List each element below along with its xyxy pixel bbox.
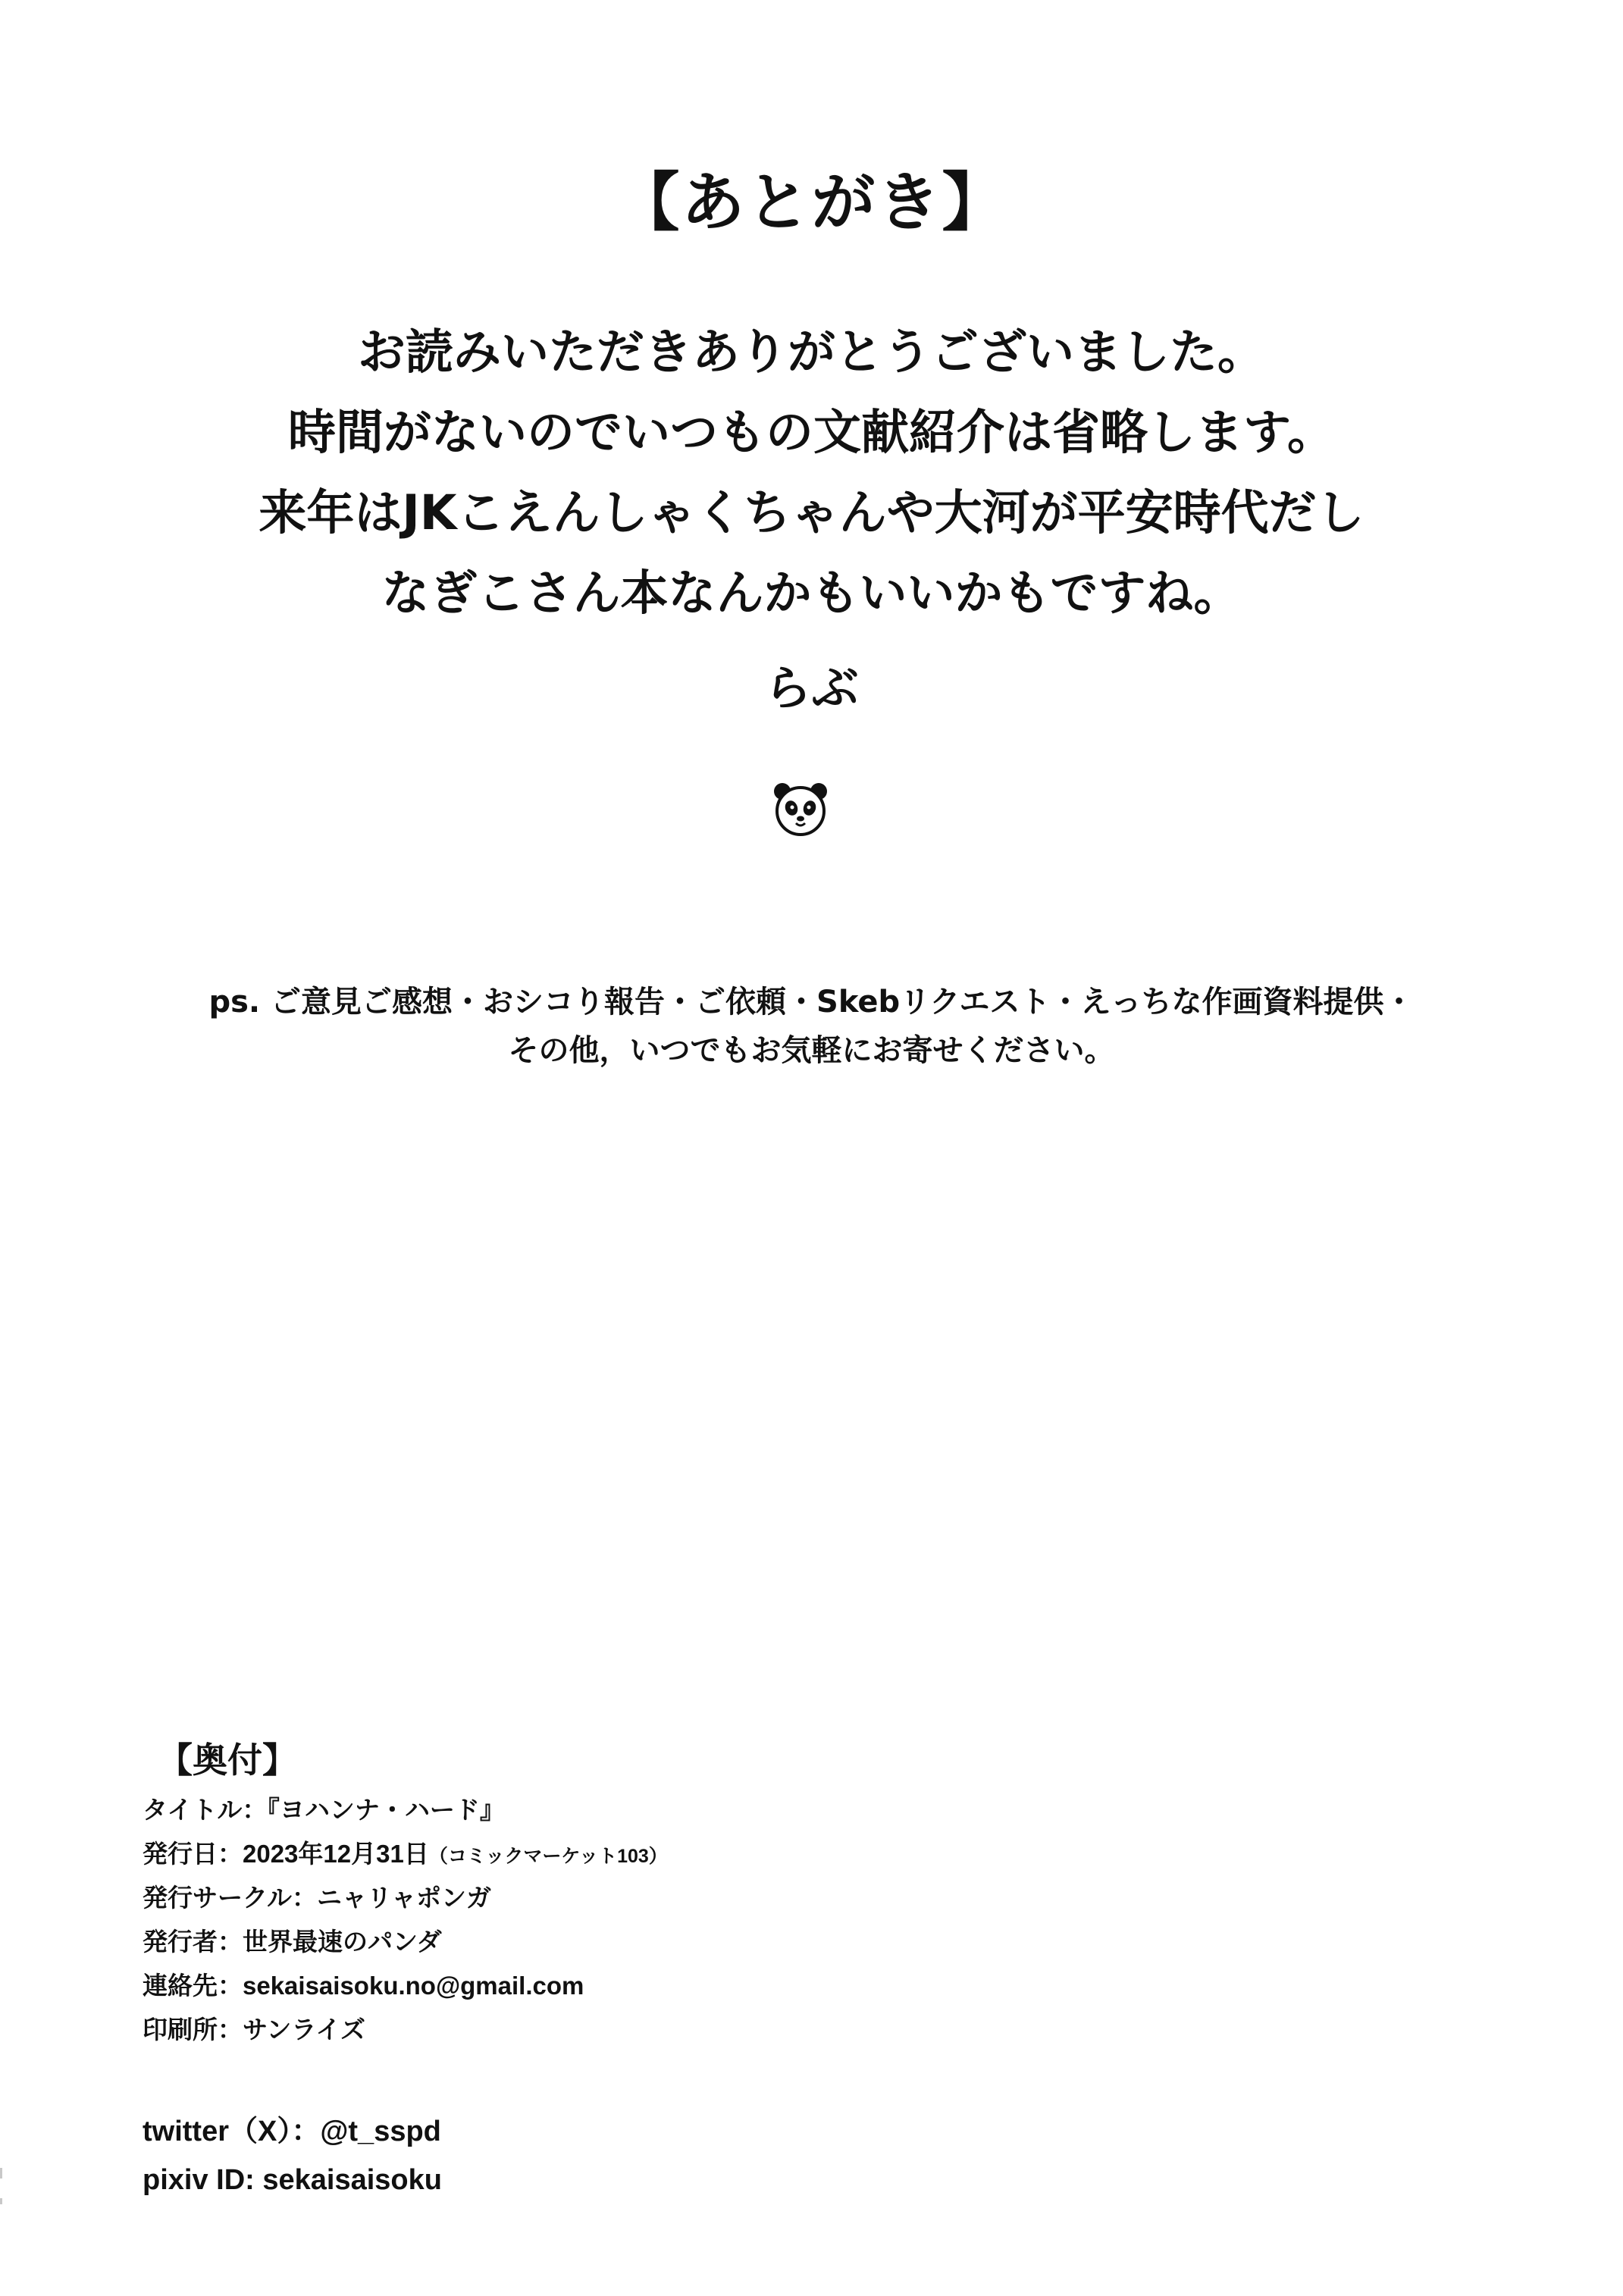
colophon <box>143 1732 976 2052</box>
colophon-value: 2023年12月31日 <box>243 1840 429 1868</box>
social-links <box>143 2107 976 2204</box>
afterword-title: 【あとがき】 <box>616 165 1007 240</box>
afterword-line: お読みいただきありがとうございました。 <box>358 324 1265 380</box>
colophon-value: サンライズ <box>243 2016 366 2044</box>
colophon-heading: 【奥付】 <box>158 1740 297 1780</box>
colophon-publisher-row <box>143 1920 976 1964</box>
colophon-title-row <box>143 1788 976 1832</box>
colophon-circle-row <box>143 1876 976 1920</box>
panda-face-icon <box>772 781 829 838</box>
postscript-line: ps. ご意見ご感想・おシコり報告・ご依頼・Skebリクエスト・えっちな作画資料提供・ <box>208 985 1415 1020</box>
postscript <box>0 978 1623 1075</box>
scan-edge-mark <box>0 2168 2 2179</box>
colophon-value: ニャリャポンガ <box>317 1884 492 1912</box>
colophon-date-note: （コミックマーケット103） <box>428 1846 668 1867</box>
afterword-line: なぎこさん本なんかもいいかもですね。 <box>381 565 1242 621</box>
colophon-value: 『ヨハンナ・ハード』 <box>267 1796 505 1824</box>
colophon-date-row <box>143 1832 976 1876</box>
colophon-label: 発行日： <box>143 1840 243 1868</box>
colophon-label: 発行サークル： <box>143 1884 318 1912</box>
afterword-line: 来年はJKこえんしゃくちゃんや大河が平安時代だし <box>258 485 1365 540</box>
colophon-contact-row <box>143 1964 976 2008</box>
colophon-label: タイトル： <box>143 1796 268 1824</box>
twitter-handle: twitter（X）：@t_sspd <box>143 2116 441 2147</box>
afterword-line: 時間がないのでいつもの文献紹介は省略します。 <box>288 405 1335 460</box>
author-signature: らぶ <box>764 660 859 716</box>
pixiv-id: pixiv ID: sekaisaisoku <box>143 2164 442 2196</box>
colophon-label: 発行者： <box>143 1928 243 1956</box>
colophon-value: 世界最速のパンダ <box>243 1928 442 1956</box>
postscript-line: その他，いつでもお気軽にお寄せください。 <box>508 1033 1115 1068</box>
afterword-body <box>0 312 1623 634</box>
colophon-label: 印刷所： <box>143 2016 243 2044</box>
scan-edge-mark <box>0 2198 2 2204</box>
colophon-label: 連絡先： <box>143 1972 243 2000</box>
colophon-value: sekaisaisoku.no@gmail.com <box>243 1972 584 2000</box>
colophon-printer-row <box>143 2008 976 2052</box>
